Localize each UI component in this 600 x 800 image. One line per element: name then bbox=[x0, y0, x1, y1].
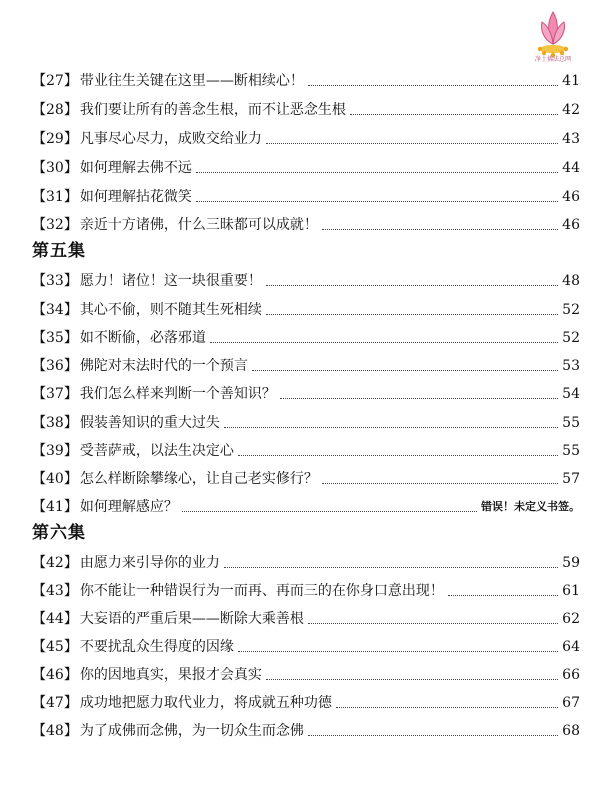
dot-leader bbox=[182, 511, 477, 512]
dot-leader bbox=[308, 85, 558, 86]
toc-entry[interactable] bbox=[32, 686, 580, 712]
entry-page: 42 bbox=[562, 102, 580, 118]
entry-title: 佛陀对末法时代的一个预言 bbox=[79, 358, 248, 374]
entry-number: 【45】 bbox=[32, 639, 78, 655]
dot-leader bbox=[238, 455, 558, 456]
entry-page: 55 bbox=[562, 443, 580, 459]
entry-title: 亲近十方诸佛，什么三昧都可以成就！ bbox=[79, 217, 318, 233]
entry-title: 如何理解拈花微笑 bbox=[79, 189, 192, 205]
entry-number: 【43】 bbox=[32, 583, 78, 599]
toc-entry[interactable] bbox=[32, 293, 580, 319]
entry-page: 68 bbox=[562, 723, 580, 739]
entry-title: 怎么样断除攀缘心，让自己老实修行？ bbox=[79, 471, 318, 487]
entry-number: 【37】 bbox=[32, 386, 78, 402]
dot-leader bbox=[224, 567, 558, 568]
dot-leader bbox=[266, 143, 558, 144]
toc-entry[interactable] bbox=[32, 602, 580, 628]
dot-leader bbox=[266, 314, 558, 315]
entry-number: 【29】 bbox=[32, 131, 78, 147]
toc-entry[interactable] bbox=[32, 574, 580, 600]
dot-leader bbox=[350, 114, 558, 115]
toc-entry[interactable] bbox=[32, 434, 580, 460]
entry-title: 带业往生关键在这里——断相续心！ bbox=[79, 73, 304, 89]
toc-entry[interactable] bbox=[32, 321, 580, 347]
dot-leader bbox=[210, 342, 558, 343]
dot-leader bbox=[252, 370, 558, 371]
entry-page: 53 bbox=[562, 358, 580, 374]
toc-entry[interactable] bbox=[32, 264, 580, 290]
entry-page: 64 bbox=[562, 639, 580, 655]
entry-page: 61 bbox=[562, 583, 580, 599]
dot-leader bbox=[196, 172, 558, 173]
entry-page: 44 bbox=[562, 160, 580, 176]
dot-leader bbox=[308, 623, 558, 624]
dot-leader bbox=[224, 427, 558, 428]
entry-number: 【30】 bbox=[32, 160, 78, 176]
toc-entry[interactable] bbox=[32, 630, 580, 656]
entry-number: 【42】 bbox=[32, 555, 78, 571]
entry-number: 【36】 bbox=[32, 358, 78, 374]
lotus-logo-icon bbox=[528, 10, 578, 60]
dot-leader bbox=[448, 595, 558, 596]
entry-title: 受菩萨戒，以法生决定心 bbox=[79, 443, 234, 459]
entry-title: 如何理解去佛不远 bbox=[79, 160, 192, 176]
entry-page: 52 bbox=[562, 330, 580, 346]
entry-title: 假装善知识的重大过失 bbox=[79, 415, 220, 431]
entry-page: 55 bbox=[562, 415, 580, 431]
toc-entry[interactable] bbox=[32, 208, 580, 234]
entry-number: 【47】 bbox=[32, 695, 78, 711]
entry-title: 你不能让一种错误行为一而再、再而三的在你身口意出现！ bbox=[79, 583, 444, 599]
entry-title: 如何理解感应？ bbox=[79, 499, 178, 515]
entry-page: 48 bbox=[562, 273, 580, 289]
entry-title: 你的因地真实，果报才会真实 bbox=[79, 667, 262, 683]
dot-leader bbox=[266, 679, 558, 680]
entry-page: 67 bbox=[562, 695, 580, 711]
entry-title: 如不断偷，必落邪道 bbox=[79, 330, 206, 346]
entry-page: 54 bbox=[562, 386, 580, 402]
entry-title: 我们要让所有的善念生根，而不让恶念生根 bbox=[79, 102, 346, 118]
entry-title: 为了成佛而念佛，为一切众生而念佛 bbox=[79, 723, 304, 739]
section-heading-6: 第六集 bbox=[32, 523, 86, 543]
entry-number: 【34】 bbox=[32, 302, 78, 318]
entry-page: 66 bbox=[562, 667, 580, 683]
entry-page: 41 bbox=[562, 73, 580, 89]
entry-title: 我们怎么样来判断一个善知识？ bbox=[79, 386, 276, 402]
dot-leader bbox=[280, 398, 558, 399]
entry-page: 43 bbox=[562, 131, 580, 147]
entry-title: 不要扰乱众生得度的因缘 bbox=[79, 639, 234, 655]
toc-entry[interactable] bbox=[32, 714, 580, 740]
entry-page: 59 bbox=[562, 555, 580, 571]
entry-title: 由愿力来引导你的业力 bbox=[79, 555, 220, 571]
entry-number: 【38】 bbox=[32, 415, 78, 431]
entry-title: 成功地把愿力取代业力，将成就五种功德 bbox=[79, 695, 332, 711]
entry-number: 【32】 bbox=[32, 217, 78, 233]
entry-page: 62 bbox=[562, 611, 580, 627]
entry-number: 【35】 bbox=[32, 330, 78, 346]
entry-number: 【31】 bbox=[32, 189, 78, 205]
dot-leader bbox=[336, 707, 558, 708]
toc-entry[interactable] bbox=[32, 546, 580, 572]
entry-number: 【41】 bbox=[32, 499, 78, 515]
toc-entry[interactable] bbox=[32, 406, 580, 432]
toc-entry[interactable] bbox=[32, 490, 580, 516]
entry-number: 【40】 bbox=[32, 471, 78, 487]
dot-leader bbox=[322, 229, 558, 230]
entry-title: 大妄语的严重后果——断除大乘善根 bbox=[79, 611, 304, 627]
entry-page: 57 bbox=[562, 471, 580, 487]
toc-entry[interactable] bbox=[32, 122, 580, 148]
entry-number: 【46】 bbox=[32, 667, 78, 683]
section-heading-5: 第五集 bbox=[32, 241, 86, 261]
entry-number: 【39】 bbox=[32, 443, 78, 459]
toc-entry[interactable] bbox=[32, 462, 580, 488]
dot-leader bbox=[266, 285, 558, 286]
entry-title: 其心不偷，则不随其生死相续 bbox=[79, 302, 262, 318]
entry-page-error: 错误！未定义书签。 bbox=[481, 500, 580, 513]
dot-leader bbox=[322, 483, 558, 484]
entry-number: 【33】 bbox=[32, 273, 78, 289]
entry-title: 愿力！诸位！这一块很重要！ bbox=[79, 273, 262, 289]
entry-page: 46 bbox=[562, 189, 580, 205]
toc-entry[interactable] bbox=[32, 377, 580, 403]
toc-entry[interactable] bbox=[32, 349, 580, 375]
dot-leader bbox=[238, 651, 558, 652]
toc-entry[interactable] bbox=[32, 151, 580, 177]
dot-leader bbox=[196, 201, 558, 202]
entry-page: 46 bbox=[562, 217, 580, 233]
entry-number: 【28】 bbox=[32, 102, 78, 118]
dot-leader bbox=[308, 735, 558, 736]
toc-entry[interactable] bbox=[32, 64, 580, 90]
entry-title: 凡事尽心尽力，成败交给业力 bbox=[79, 131, 262, 147]
toc-entry[interactable] bbox=[32, 180, 580, 206]
entry-number: 【48】 bbox=[32, 723, 78, 739]
logo-caption: 净土佛法总网 bbox=[534, 56, 571, 63]
entry-number: 【27】 bbox=[32, 73, 78, 89]
toc-entry[interactable] bbox=[32, 93, 580, 119]
entry-number: 【44】 bbox=[32, 611, 78, 627]
toc-entry[interactable] bbox=[32, 658, 580, 684]
entry-page: 52 bbox=[562, 302, 580, 318]
